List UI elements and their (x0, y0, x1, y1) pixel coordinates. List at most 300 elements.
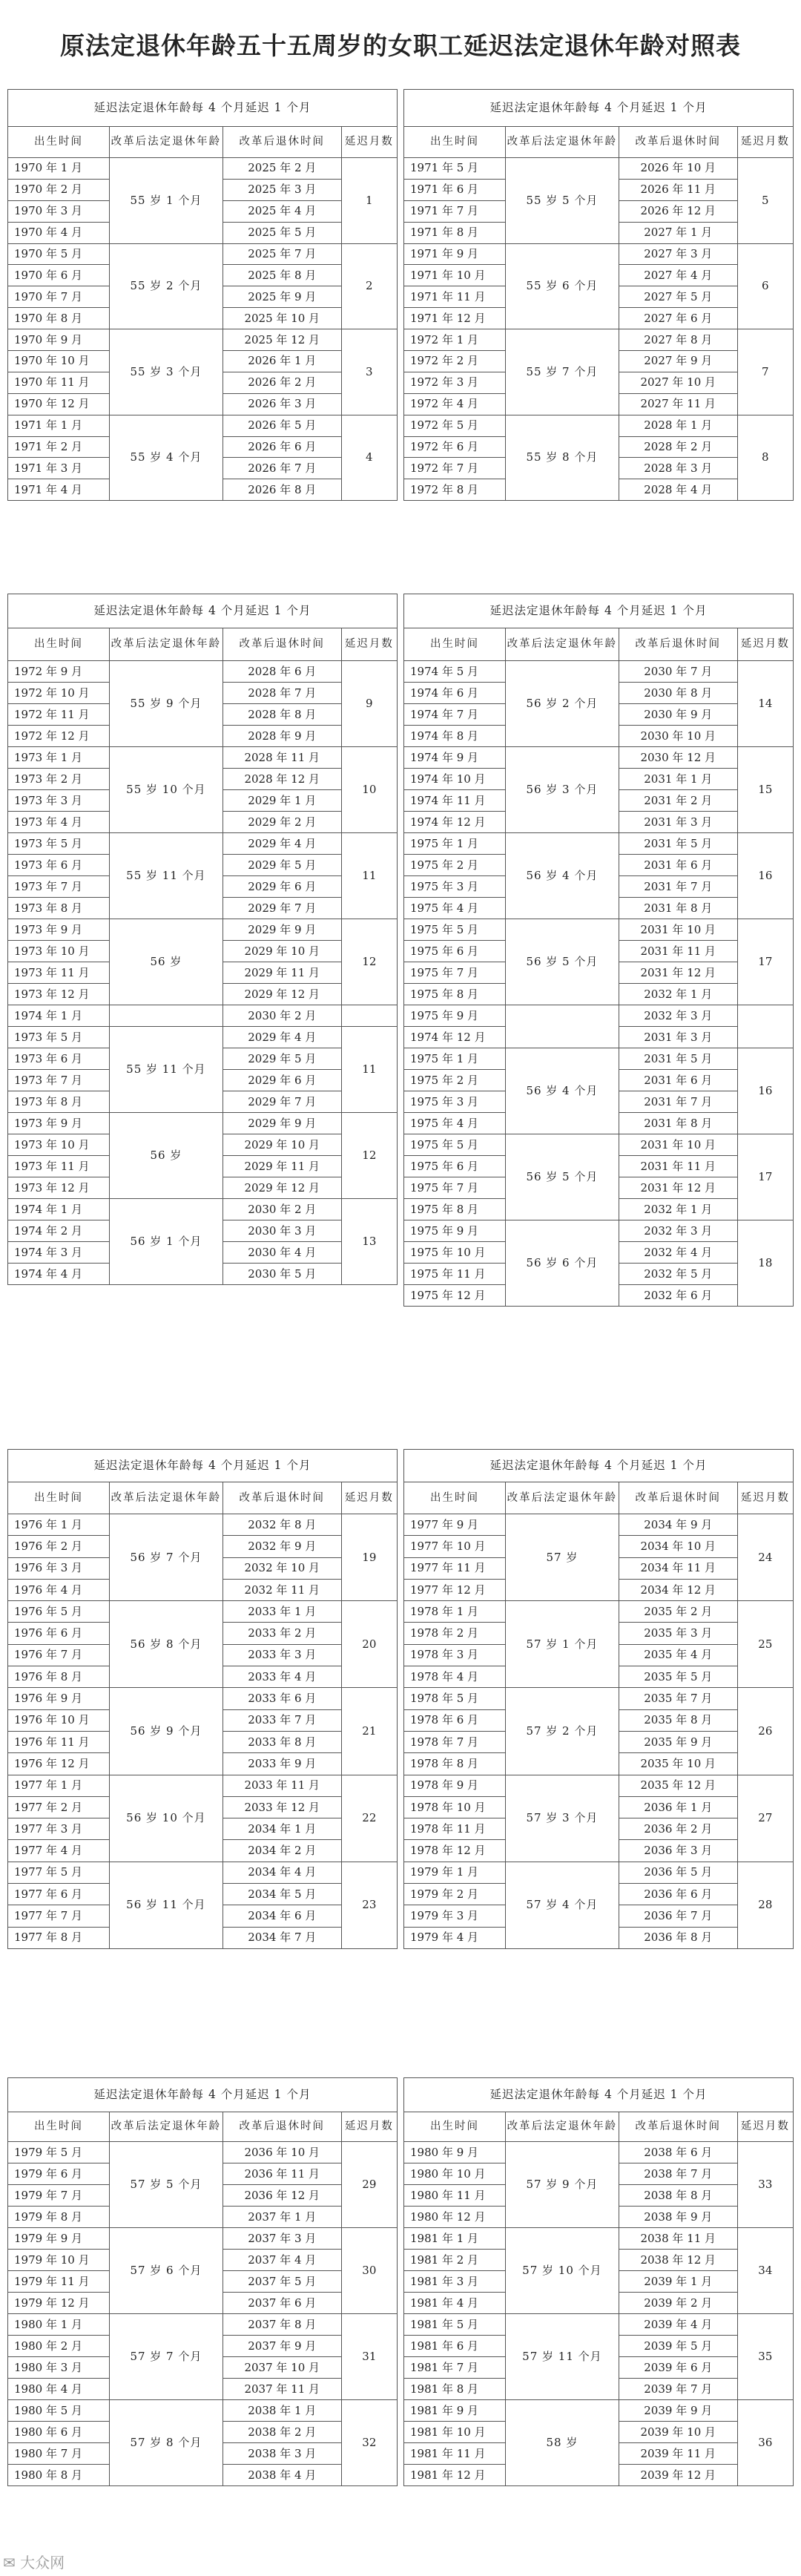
retire-date-cell: 2038 年 12 月 (619, 2250, 737, 2271)
table-row (404, 1134, 794, 1156)
retire-date-cell: 2027 年 9 月 (619, 351, 737, 372)
delay-months-cell: 15 (737, 747, 793, 833)
table-grid (7, 89, 398, 501)
birth-time-cell: 1974 年 12 月 (404, 812, 506, 833)
table-row (404, 2142, 794, 2163)
birth-time-cell: 1972 年 3 月 (404, 372, 506, 393)
birth-time-cell: 1972 年 12 月 (8, 726, 110, 747)
pension-table (7, 594, 398, 1285)
table-row (8, 833, 398, 855)
retire-date-cell: 2029 年 9 月 (222, 1113, 341, 1134)
retire-date-cell: 2029 年 11 月 (222, 1156, 341, 1177)
birth-time-header: 出生时间 (8, 127, 110, 158)
birth-time-cell: 1981 年 11 月 (404, 2443, 506, 2465)
retire-date-cell: 2036 年 8 月 (619, 1927, 737, 1948)
retire-date-cell: 2031 年 5 月 (619, 1048, 737, 1070)
birth-time-cell: 1976 年 7 月 (8, 1644, 110, 1666)
retire-date-cell: 2031 年 8 月 (619, 898, 737, 919)
table-row (8, 1027, 398, 1048)
retire-age-cell: 55 岁 6 个月 (505, 243, 619, 329)
retire-date-cell: 2036 年 1 月 (619, 1796, 737, 1818)
table-row (8, 2400, 398, 2422)
table-row (8, 1113, 398, 1134)
retire-date-cell: 2034 年 9 月 (619, 1514, 737, 1536)
column-header-row (8, 1482, 398, 1514)
retire-date-header: 改革后退休时间 (619, 628, 737, 661)
retire-date-cell: 2026 年 1 月 (222, 351, 341, 372)
retire-date-cell: 2032 年 1 月 (619, 984, 737, 1005)
retire-age-cell: 57 岁 5 个月 (109, 2142, 222, 2228)
retire-date-cell: 2027 年 11 月 (619, 393, 737, 415)
table-row (404, 1048, 794, 1070)
delay-months-cell: 35 (737, 2314, 793, 2400)
retire-date-header: 改革后退休时间 (222, 628, 341, 661)
birth-time-header: 出生时间 (404, 1482, 506, 1514)
birth-time-cell: 1972 年 8 月 (404, 479, 506, 501)
birth-time-cell: 1972 年 10 月 (8, 683, 110, 704)
table-row (8, 1514, 398, 1536)
retire-date-cell: 2036 年 12 月 (222, 2185, 341, 2207)
retire-date-cell: 2028 年 1 月 (619, 415, 737, 436)
retire-age-cell: 55 岁 5 个月 (505, 158, 619, 244)
watermark-text: 大众网 (20, 2554, 65, 2572)
retire-date-cell: 2029 年 4 月 (222, 833, 341, 855)
retire-date-cell: 2027 年 10 月 (619, 372, 737, 393)
delay-months-cell: 12 (341, 919, 397, 1005)
delay-months-cell: 21 (341, 1688, 397, 1775)
birth-time-cell: 1978 年 2 月 (404, 1623, 506, 1644)
birth-time-cell: 1975 年 6 月 (404, 941, 506, 962)
retire-age-cell: 57 岁 (505, 1514, 619, 1601)
retire-date-cell: 2027 年 6 月 (619, 308, 737, 329)
retire-date-cell: 2037 年 6 月 (222, 2293, 341, 2314)
retire-age-header: 改革后法定退休年龄 (505, 127, 619, 158)
birth-time-cell: 1972 年 7 月 (404, 458, 506, 479)
retire-date-cell: 2039 年 7 月 (619, 2379, 737, 2400)
birth-time-cell: 1980 年 10 月 (404, 2163, 506, 2185)
birth-time-cell: 1975 年 12 月 (404, 1285, 506, 1307)
retire-age-cell: 56 岁 (109, 1113, 222, 1199)
birth-time-cell: 1974 年 5 月 (404, 661, 506, 683)
table-row (8, 2142, 398, 2163)
birth-time-cell: 1972 年 11 月 (8, 704, 110, 726)
birth-time-cell: 1973 年 12 月 (8, 984, 110, 1005)
birth-time-cell: 1976 年 3 月 (8, 1557, 110, 1579)
retire-date-cell: 2034 年 10 月 (619, 1536, 737, 1557)
retire-date-cell: 2031 年 12 月 (619, 962, 737, 984)
birth-time-cell: 1970 年 6 月 (8, 265, 110, 286)
retire-date-header: 改革后退休时间 (619, 2112, 737, 2142)
retire-date-cell: 2031 年 10 月 (619, 919, 737, 941)
table-grid (7, 594, 398, 1285)
pension-table (7, 1449, 398, 1949)
birth-time-cell: 1973 年 11 月 (8, 962, 110, 984)
birth-time-cell: 1978 年 7 月 (404, 1731, 506, 1752)
retire-date-cell: 2025 年 3 月 (222, 179, 341, 200)
delay-months-cell: 23 (341, 1862, 397, 1948)
delay-months-cell: 22 (341, 1775, 397, 1862)
birth-time-cell: 1978 年 6 月 (404, 1709, 506, 1731)
delay-months-cell: 28 (737, 1862, 793, 1948)
delay-months-cell: 32 (341, 2400, 397, 2486)
retire-age-cell: 55 岁 8 个月 (505, 415, 619, 501)
retire-date-cell: 2030 年 2 月 (222, 1199, 341, 1220)
birth-time-cell: 1977 年 1 月 (8, 1775, 110, 1796)
retire-date-cell: 2037 年 4 月 (222, 2250, 341, 2271)
birth-time-header: 出生时间 (8, 2112, 110, 2142)
birth-time-cell: 1977 年 7 月 (8, 1905, 110, 1927)
retire-date-cell: 2027 年 5 月 (619, 286, 737, 308)
retire-date-cell: 2036 年 10 月 (222, 2142, 341, 2163)
retire-date-cell: 2028 年 11 月 (222, 747, 341, 769)
birth-time-cell: 1979 年 2 月 (404, 1884, 506, 1905)
pension-table (7, 89, 398, 501)
delay-months-cell: 16 (737, 833, 793, 919)
retire-date-cell: 2035 年 8 月 (619, 1709, 737, 1731)
delay-months-cell: 27 (737, 1775, 793, 1862)
retire-date-cell: 2029 年 5 月 (222, 855, 341, 876)
retire-age-cell: 55 岁 11 个月 (109, 1027, 222, 1113)
retire-date-cell: 2030 年 4 月 (222, 1242, 341, 1264)
birth-time-cell: 1974 年 3 月 (8, 1242, 110, 1264)
column-header-row (8, 2112, 398, 2142)
table-block-1 (7, 89, 794, 534)
birth-time-cell: 1975 年 4 月 (404, 898, 506, 919)
birth-time-cell: 1978 年 9 月 (404, 1775, 506, 1796)
retire-age-cell: 56 岁 7 个月 (109, 1514, 222, 1601)
table-row (404, 661, 794, 683)
birth-time-cell: 1976 年 2 月 (8, 1536, 110, 1557)
table-row (8, 661, 398, 683)
section-header: 延迟法定退休年龄每 4 个月延迟 1 个月 (8, 90, 398, 127)
retire-date-cell: 2031 年 11 月 (619, 941, 737, 962)
retire-date-cell: 2038 年 6 月 (619, 2142, 737, 2163)
retire-date-cell: 2034 年 6 月 (222, 1905, 341, 1927)
retire-date-cell: 2033 年 6 月 (222, 1688, 341, 1709)
section-header: 延迟法定退休年龄每 4 个月延迟 1 个月 (8, 2078, 398, 2112)
birth-time-cell: 1973 年 9 月 (8, 1113, 110, 1134)
delay-months-cell: 31 (341, 2314, 397, 2400)
retire-age-cell: 55 岁 1 个月 (109, 158, 222, 244)
retire-date-cell: 2034 年 12 月 (619, 1579, 737, 1600)
birth-time-cell: 1978 年 5 月 (404, 1688, 506, 1709)
retire-date-cell: 2033 年 4 月 (222, 1666, 341, 1688)
table-row (8, 329, 398, 351)
birth-time-header: 出生时间 (404, 628, 506, 661)
table-row (8, 747, 398, 769)
section-header-row (8, 90, 398, 127)
retire-age-header: 改革后法定退休年龄 (505, 2112, 619, 2142)
retire-date-cell: 2028 年 2 月 (619, 436, 737, 458)
birth-time-cell: 1977 年 5 月 (8, 1862, 110, 1883)
retire-age-cell: 56 岁 (109, 919, 222, 1005)
birth-time-cell: 1973 年 8 月 (8, 898, 110, 919)
delay-months-cell: 2 (341, 243, 397, 329)
retire-age-cell: 56 岁 5 个月 (505, 1134, 619, 1220)
birth-time-cell: 1970 年 11 月 (8, 372, 110, 393)
birth-time-cell: 1979 年 8 月 (8, 2207, 110, 2228)
table-block-3 (7, 1449, 794, 1998)
birth-time-cell: 1978 年 1 月 (404, 1601, 506, 1623)
delay-months-cell: 9 (341, 661, 397, 747)
birth-time-cell: 1975 年 1 月 (404, 1048, 506, 1070)
pension-table (7, 2077, 398, 2486)
retire-date-cell: 2033 年 11 月 (222, 1775, 341, 1796)
retire-age-cell: 55 岁 9 个月 (109, 661, 222, 747)
delay-months-header: 延迟月数 (341, 628, 397, 661)
retire-date-cell: 2030 年 3 月 (222, 1220, 341, 1242)
birth-time-cell: 1975 年 2 月 (404, 1070, 506, 1091)
retire-date-cell: 2028 年 4 月 (619, 479, 737, 501)
delay-months-cell: 3 (341, 329, 397, 415)
retire-date-cell: 2029 年 12 月 (222, 984, 341, 1005)
birth-time-cell: 1980 年 8 月 (8, 2465, 110, 2486)
birth-time-cell: 1979 年 4 月 (404, 1927, 506, 1948)
delay-months-cell: 13 (341, 1199, 397, 1285)
retire-date-cell: 2037 年 10 月 (222, 2357, 341, 2379)
retire-age-header: 改革后法定退休年龄 (109, 2112, 222, 2142)
birth-time-cell: 1972 年 5 月 (404, 415, 506, 436)
birth-time-cell: 1979 年 10 月 (8, 2250, 110, 2271)
table-row (404, 833, 794, 855)
table-row (404, 1862, 794, 1883)
birth-time-cell: 1971 年 11 月 (404, 286, 506, 308)
birth-time-cell: 1977 年 10 月 (404, 1536, 506, 1557)
birth-time-cell: 1975 年 7 月 (404, 1177, 506, 1199)
birth-time-cell: 1975 年 9 月 (404, 1220, 506, 1242)
retire-date-cell: 2030 年 7 月 (619, 661, 737, 683)
birth-time-cell: 1978 年 4 月 (404, 1666, 506, 1688)
retire-date-cell: 2039 年 10 月 (619, 2422, 737, 2443)
birth-time-cell: 1973 年 6 月 (8, 1048, 110, 1070)
birth-time-header: 出生时间 (404, 2112, 506, 2142)
retire-date-cell: 2030 年 10 月 (619, 726, 737, 747)
birth-time-cell: 1981 年 12 月 (404, 2465, 506, 2486)
retire-date-cell: 2031 年 2 月 (619, 790, 737, 812)
section-header: 延迟法定退休年龄每 4 个月延迟 1 个月 (8, 1450, 398, 1482)
retire-age-cell: 56 岁 1 个月 (109, 1199, 222, 1285)
retire-date-cell: 2033 年 2 月 (222, 1623, 341, 1644)
table-grid (7, 2077, 398, 2486)
retire-date-cell: 2039 年 9 月 (619, 2400, 737, 2422)
retire-date-cell: 2025 年 9 月 (222, 286, 341, 308)
birth-time-cell: 1975 年 10 月 (404, 1242, 506, 1264)
retire-age-cell: 55 岁 2 个月 (109, 243, 222, 329)
retire-date-cell: 2037 年 5 月 (222, 2271, 341, 2293)
table-row (404, 919, 794, 941)
table-row (404, 1514, 794, 1536)
birth-time-cell: 1974 年 12 月 (404, 1027, 506, 1048)
retire-date-cell: 2032 年 4 月 (619, 1242, 737, 1264)
column-header-row (404, 1482, 794, 1514)
birth-time-cell: 1980 年 2 月 (8, 2336, 110, 2357)
table-row (8, 919, 398, 941)
retire-age-header: 改革后法定退休年龄 (109, 127, 222, 158)
birth-time-cell: 1976 年 11 月 (8, 1731, 110, 1752)
table-row (8, 158, 398, 180)
delay-months-cell: 10 (341, 747, 397, 833)
retire-date-cell: 2031 年 3 月 (619, 1027, 737, 1048)
birth-time-cell: 1970 年 4 月 (8, 222, 110, 243)
birth-time-header: 出生时间 (8, 628, 110, 661)
retire-date-cell: 2025 年 5 月 (222, 222, 341, 243)
table-block-4 (7, 2077, 794, 2537)
retire-date-cell: 2026 年 10 月 (619, 158, 737, 180)
retire-date-cell: 2026 年 3 月 (222, 393, 341, 415)
table-row (404, 2228, 794, 2250)
retire-age-cell: 56 岁 11 个月 (109, 1862, 222, 1948)
birth-time-cell: 1970 年 3 月 (8, 200, 110, 222)
birth-time-cell: 1977 年 6 月 (8, 1884, 110, 1905)
retire-age-cell: 55 岁 4 个月 (109, 415, 222, 501)
birth-time-cell: 1972 年 4 月 (404, 393, 506, 415)
birth-time-cell: 1976 年 6 月 (8, 1623, 110, 1644)
retire-date-cell: 2039 年 5 月 (619, 2336, 737, 2357)
birth-time-cell: 1980 年 7 月 (8, 2443, 110, 2465)
retire-date-cell: 2029 年 6 月 (222, 1070, 341, 1091)
retire-age-cell: 57 岁 7 个月 (109, 2314, 222, 2400)
retire-date-header: 改革后退休时间 (222, 127, 341, 158)
retire-date-cell: 2026 年 11 月 (619, 179, 737, 200)
retire-date-cell: 2036 年 5 月 (619, 1862, 737, 1883)
birth-time-cell: 1975 年 8 月 (404, 1199, 506, 1220)
birth-time-cell: 1976 年 5 月 (8, 1601, 110, 1623)
birth-time-cell: 1980 年 6 月 (8, 2422, 110, 2443)
retire-date-cell: 2037 年 11 月 (222, 2379, 341, 2400)
retire-date-cell: 2028 年 12 月 (222, 769, 341, 790)
retire-date-cell: 2038 年 11 月 (619, 2228, 737, 2250)
retire-date-cell: 2031 年 12 月 (619, 1177, 737, 1199)
birth-time-cell: 1970 年 8 月 (8, 308, 110, 329)
retire-age-cell: 57 岁 1 个月 (505, 1601, 619, 1688)
birth-time-cell: 1977 年 8 月 (8, 1927, 110, 1948)
delay-months-cell (737, 1005, 793, 1048)
retire-date-cell: 2029 年 1 月 (222, 790, 341, 812)
birth-time-cell: 1977 年 12 月 (404, 1579, 506, 1600)
retire-date-cell: 2031 年 7 月 (619, 1091, 737, 1113)
delay-months-cell: 25 (737, 1601, 793, 1688)
table-row (404, 415, 794, 436)
birth-time-cell: 1975 年 7 月 (404, 962, 506, 984)
retire-date-cell: 2036 年 2 月 (619, 1818, 737, 1840)
retire-date-cell: 2028 年 7 月 (222, 683, 341, 704)
birth-time-cell: 1981 年 6 月 (404, 2336, 506, 2357)
delay-months-header: 延迟月数 (341, 1482, 397, 1514)
retire-date-cell: 2025 年 12 月 (222, 329, 341, 351)
birth-time-cell: 1977 年 4 月 (8, 1840, 110, 1862)
birth-time-cell: 1974 年 1 月 (8, 1199, 110, 1220)
retire-date-cell: 2026 年 8 月 (222, 479, 341, 501)
retire-date-cell: 2028 年 6 月 (222, 661, 341, 683)
section-header-row (8, 2078, 398, 2112)
retire-date-cell: 2032 年 6 月 (619, 1285, 737, 1307)
retire-date-cell: 2028 年 3 月 (619, 458, 737, 479)
delay-months-cell: 11 (341, 833, 397, 919)
retire-date-cell: 2038 年 3 月 (222, 2443, 341, 2465)
retire-date-cell: 2032 年 3 月 (619, 1005, 737, 1027)
retire-date-header: 改革后退休时间 (619, 1482, 737, 1514)
retire-date-cell: 2026 年 12 月 (619, 200, 737, 222)
birth-time-cell: 1971 年 8 月 (404, 222, 506, 243)
delay-months-header: 延迟月数 (737, 1482, 793, 1514)
birth-time-cell: 1971 年 1 月 (8, 415, 110, 436)
retire-date-cell: 2031 年 3 月 (619, 812, 737, 833)
table-row (8, 243, 398, 265)
birth-time-cell: 1975 年 8 月 (404, 984, 506, 1005)
birth-time-cell: 1973 年 7 月 (8, 1070, 110, 1091)
birth-time-cell: 1978 年 11 月 (404, 1818, 506, 1840)
retire-date-cell: 2031 年 6 月 (619, 855, 737, 876)
retire-date-cell: 2030 年 5 月 (222, 1264, 341, 1285)
pension-table (403, 89, 794, 501)
retire-date-cell: 2039 年 2 月 (619, 2293, 737, 2314)
retire-date-cell: 2035 年 7 月 (619, 1688, 737, 1709)
retire-date-cell: 2032 年 1 月 (619, 1199, 737, 1220)
birth-time-cell: 1971 年 3 月 (8, 458, 110, 479)
birth-time-cell: 1979 年 3 月 (404, 1905, 506, 1927)
birth-time-cell: 1975 年 9 月 (404, 1005, 506, 1027)
delay-months-cell: 12 (341, 1113, 397, 1199)
birth-time-cell: 1974 年 1 月 (8, 1005, 110, 1027)
birth-time-cell: 1973 年 6 月 (8, 855, 110, 876)
table-row (404, 1601, 794, 1623)
pension-table (403, 594, 794, 1307)
birth-time-cell: 1973 年 10 月 (8, 1134, 110, 1156)
retire-age-cell: 57 岁 3 个月 (505, 1775, 619, 1862)
column-header-row (404, 127, 794, 158)
retire-age-cell: 56 岁 4 个月 (505, 1048, 619, 1134)
delay-months-cell: 8 (737, 415, 793, 501)
retire-age-cell: 56 岁 3 个月 (505, 747, 619, 833)
retire-date-cell: 2025 年 8 月 (222, 265, 341, 286)
birth-time-cell: 1980 年 3 月 (8, 2357, 110, 2379)
retire-date-cell: 2027 年 1 月 (619, 222, 737, 243)
retire-date-cell: 2035 年 5 月 (619, 1666, 737, 1688)
delay-months-cell (341, 1005, 397, 1027)
retire-date-cell: 2033 年 8 月 (222, 1731, 341, 1752)
table-row (8, 1775, 398, 1796)
birth-time-cell: 1975 年 11 月 (404, 1264, 506, 1285)
retire-age-cell: 57 岁 2 个月 (505, 1688, 619, 1775)
retire-date-cell: 2039 年 6 月 (619, 2357, 737, 2379)
delay-months-cell: 4 (341, 415, 397, 501)
retire-date-cell: 2029 年 12 月 (222, 1177, 341, 1199)
retire-age-cell: 57 岁 10 个月 (505, 2228, 619, 2314)
delay-months-cell: 19 (341, 1514, 397, 1601)
birth-time-cell: 1976 年 12 月 (8, 1753, 110, 1775)
table-row (8, 1199, 398, 1220)
retire-date-cell: 2027 年 3 月 (619, 243, 737, 265)
birth-time-cell: 1981 年 5 月 (404, 2314, 506, 2336)
table-grid (403, 594, 794, 1307)
birth-time-cell: 1974 年 9 月 (404, 747, 506, 769)
retire-date-cell: 2030 年 8 月 (619, 683, 737, 704)
retire-date-cell: 2026 年 7 月 (222, 458, 341, 479)
delay-months-cell: 11 (341, 1027, 397, 1113)
birth-time-cell: 1975 年 1 月 (404, 833, 506, 855)
retire-date-cell: 2034 年 1 月 (222, 1818, 341, 1840)
birth-time-cell: 1979 年 1 月 (404, 1862, 506, 1883)
delay-months-cell: 17 (737, 919, 793, 1005)
retire-date-cell: 2031 年 11 月 (619, 1156, 737, 1177)
birth-time-cell: 1973 年 5 月 (8, 1027, 110, 1048)
birth-time-cell: 1979 年 6 月 (8, 2163, 110, 2185)
section-header: 延迟法定退休年龄每 4 个月延迟 1 个月 (8, 594, 398, 628)
retire-date-cell: 2036 年 6 月 (619, 1884, 737, 1905)
retire-date-cell: 2030 年 2 月 (222, 1005, 341, 1027)
birth-time-cell: 1981 年 9 月 (404, 2400, 506, 2422)
table-row (404, 2314, 794, 2336)
